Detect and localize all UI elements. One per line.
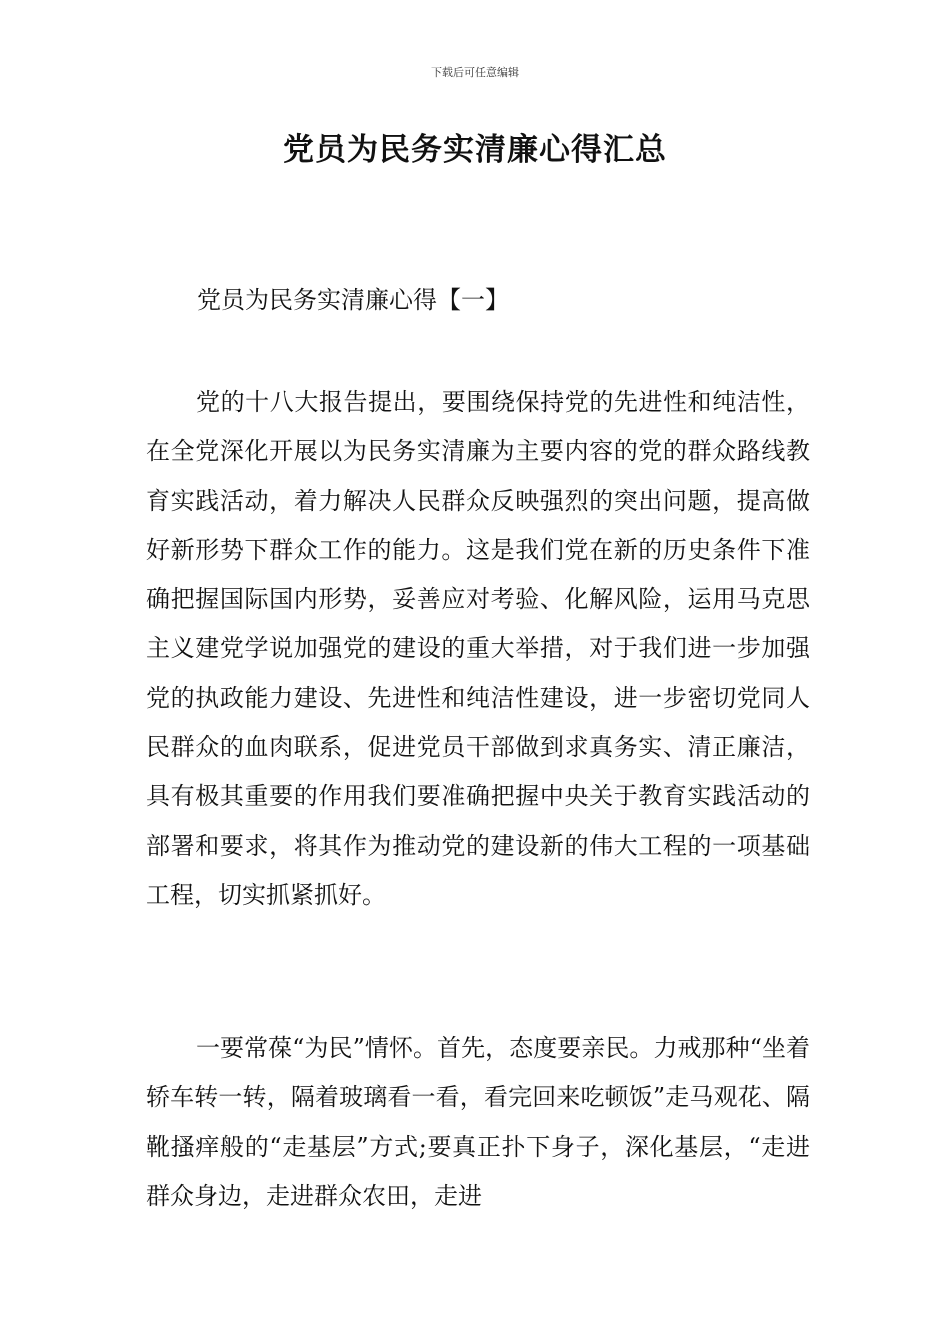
body-paragraph-2: 一要常葆“为民”情怀。首先，态度要亲民。力戒那种“坐着轿车转一转，隔着玻璃看一看，看完回来吃顿饭”走马观花、隔靴搔痒般的“走基层”方式;要真正扑下身子，深化基层，“走进群众身边，走进群众农田，走进 (146, 1034, 810, 1210)
section-heading: 党员为民务实清廉心得【一】 (197, 286, 509, 314)
document-title: 党员为民务实清廉心得汇总 (283, 132, 667, 168)
header-note: 下载后可任意编辑 (431, 66, 519, 79)
body-paragraph-1: 党的十八大报告提出，要围绕保持党的先进性和纯洁性，在全党深化开展以为民务实清廉为主要内容的党的群众路线教育实践活动，着力解决人民群众反映强烈的突出问题，提高做好新形势下群众工作的能力。这是我们党在新的历史条件下准确把握国际国内形势，妥善应对考验、化解风险，运用马克思主义建党学说加强党的建设的重大举措，对于我们进一步加强党的执政能力建设、先进性和纯洁性建设，进一步密切党同人民群众的血肉联系，促进党员干部做到求真务实、清正廉洁，具有极其重要的作用我们要准确把握中央关于教育实践活动的部署和要求，将其作为推动党的建设新的伟大工程的一项基础工程，切实抓紧抓好。 (146, 388, 810, 909)
